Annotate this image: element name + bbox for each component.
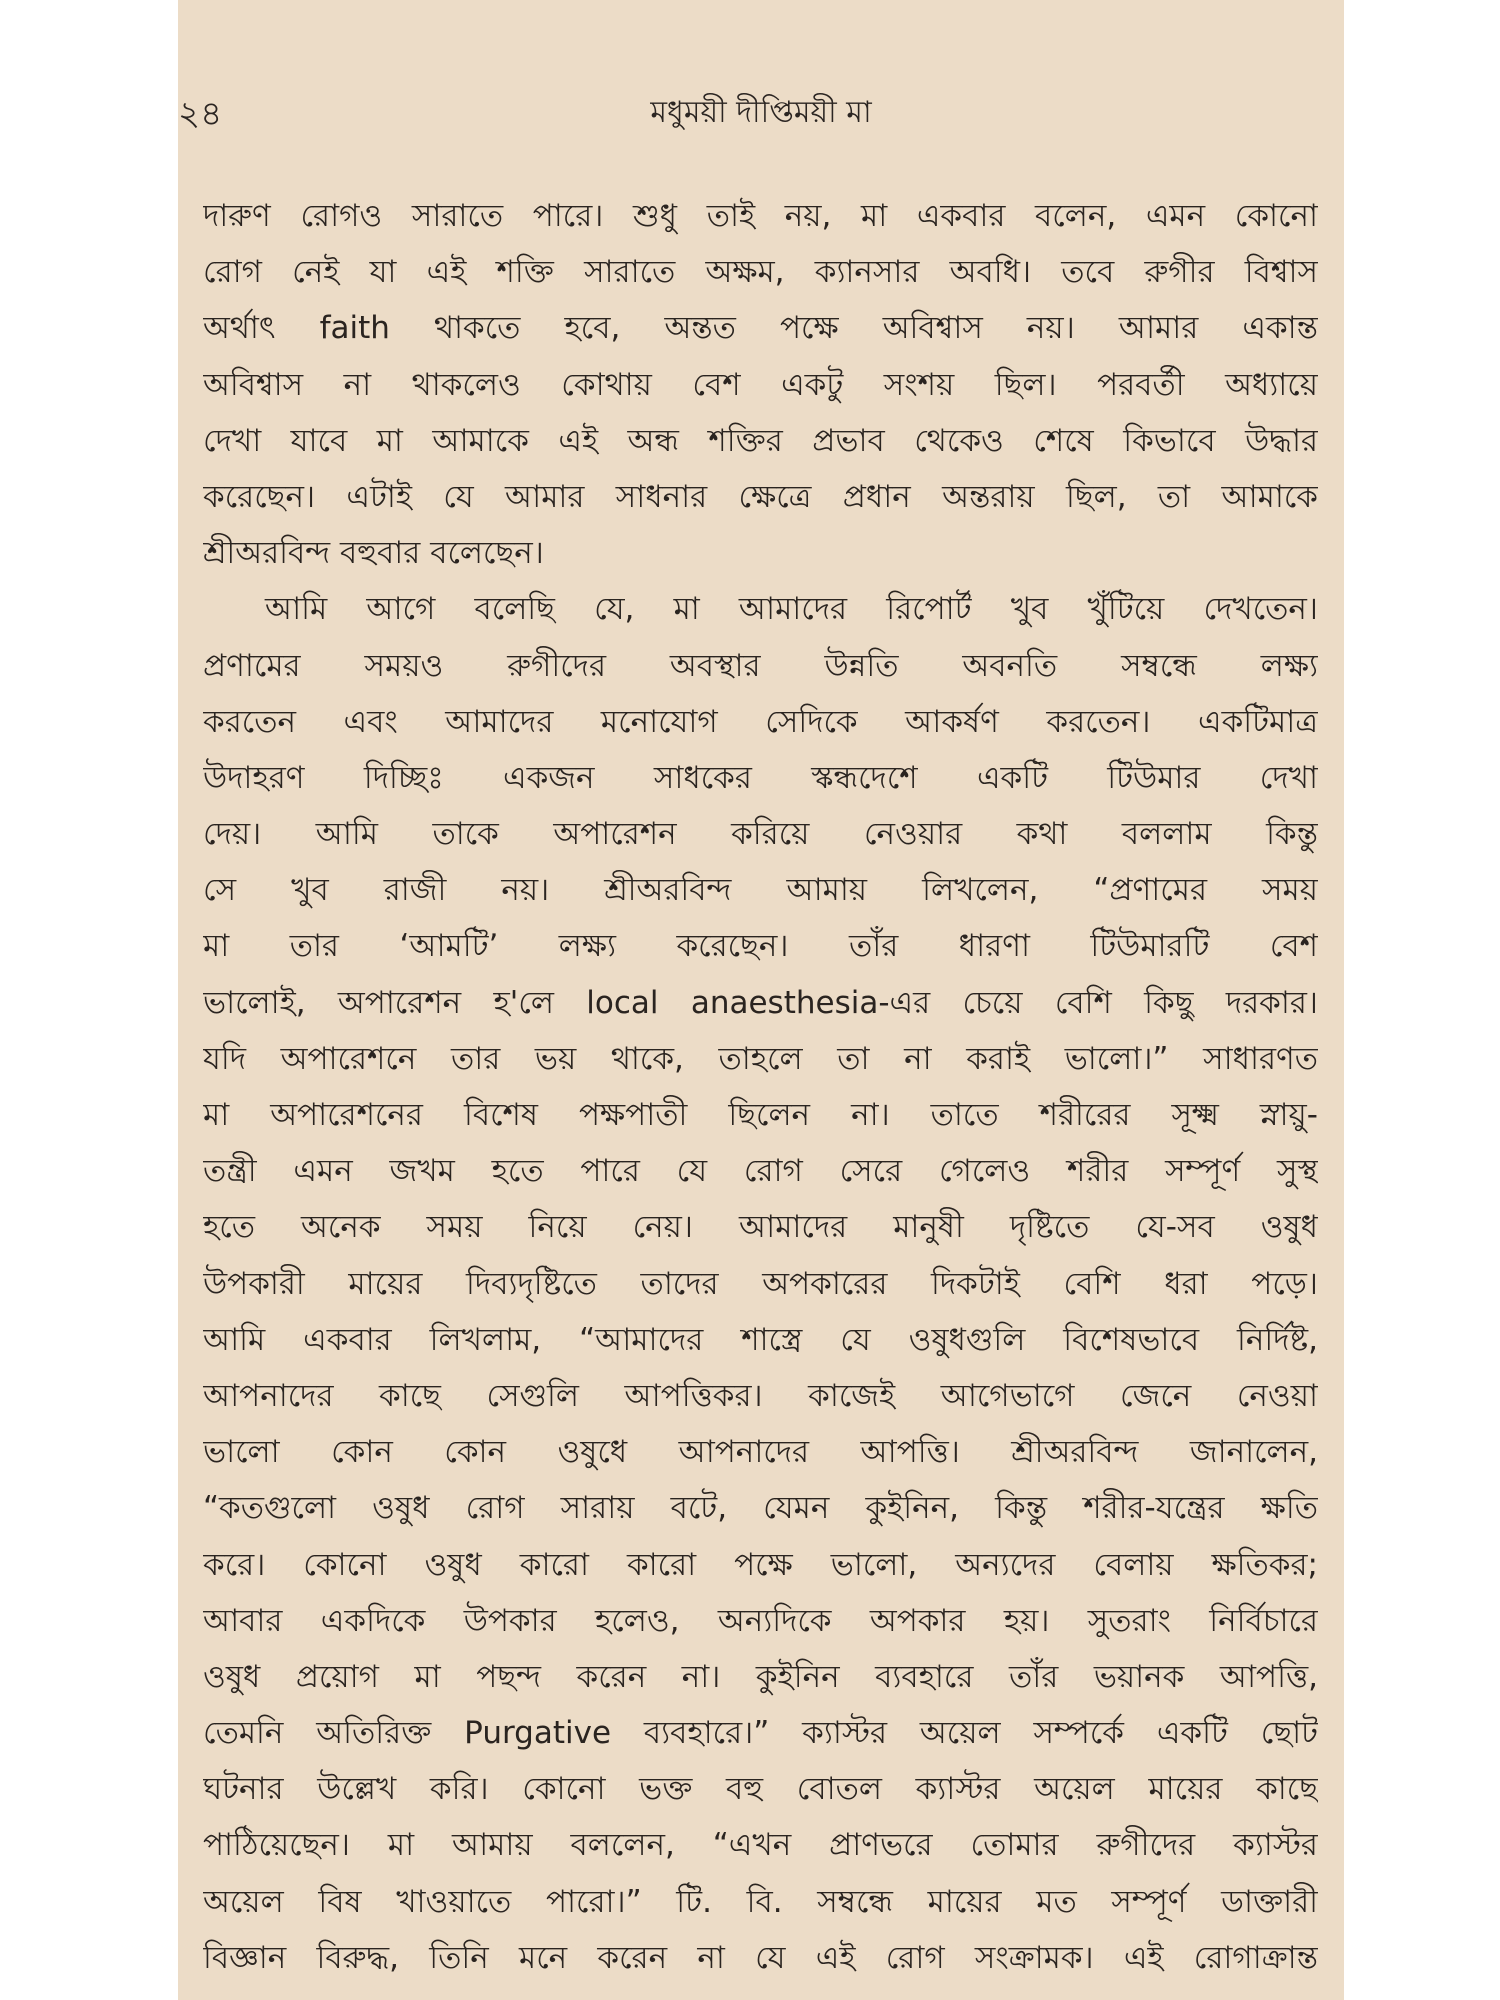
text-line: করেছেন। এটাই যে আমার সাধনার ক্ষেত্রে প্রধান অন্তরায় ছিল, তা আমাকে bbox=[203, 478, 1318, 515]
text-line: ঘটনার উল্লেখ করি। কোনো ভক্ত বহু বোতল ক্যাস্টর অয়েল মায়ের কাছে bbox=[203, 1771, 1318, 1808]
text-line: করতেন এবং আমাদের মনোযোগ সেদিকে আকর্ষণ করতেন। একটিমাত্র bbox=[203, 703, 1318, 740]
text-line: দেখা যাবে মা আমাকে এই অন্ধ শক্তির প্রভাব থেকেও শেষে কিভাবে উদ্ধার bbox=[203, 422, 1318, 459]
text-line: হতে অনেক সময় নিয়ে নেয়। আমাদের মানুষী দৃষ্টিতে যে-সব ওষুধ bbox=[203, 1209, 1318, 1246]
text-line: সে খুব রাজী নয়। শ্রীঅরবিন্দ আমায় লিখলেন, “প্রণামের সময় bbox=[203, 872, 1318, 909]
text-line: রোগ নেই যা এই শক্তি সারাতে অক্ষম, ক্যানসার অবধি। তবে রুগীর বিশ্বাস bbox=[203, 254, 1318, 291]
text-line: যদি অপারেশনে তার ভয় থাকে, তাহলে তা না করাই ভালো।” সাধারণত bbox=[203, 1040, 1318, 1077]
text-line: মা তার ‘আমটি’ লক্ষ্য করেছেন। তাঁর ধারণা টিউমারটি বেশ bbox=[203, 928, 1318, 965]
text-line: দেয়। আমি তাকে অপারেশন করিয়ে নেওয়ার কথা বললাম কিন্তু bbox=[203, 816, 1318, 853]
text-line: তেমনি অতিরিক্ত Purgative ব্যবহারে।” ক্যাস্টর অয়েল সম্পর্কে একটি ছোট bbox=[203, 1715, 1318, 1752]
running-title: মধুময়ী দীপ্তিময়ী মা bbox=[650, 95, 872, 130]
text-line: প্রণামের সময়ও রুগীদের অবস্থার উন্নতি অবনতি সম্বন্ধে লক্ষ্য bbox=[203, 647, 1318, 684]
text-line: উপকারী মায়ের দিব্যদৃষ্টিতে তাদের অপকারের দিকটাই বেশি ধরা পড়ে। bbox=[203, 1265, 1318, 1302]
paragraph-end-line: শ্রীঅরবিন্দ বহুবার বলেছেন। bbox=[203, 535, 544, 572]
page-header bbox=[178, 88, 1344, 140]
text-line: দারুণ রোগও সারাতে পারে। শুধু তাই নয়, মা একবার বলেন, এমন কোনো bbox=[203, 198, 1318, 234]
text-line: পাঠিয়েছেন। মা আমায় বললেন, “এখন প্রাণভরে তোমার রুগীদের ক্যাস্টর bbox=[203, 1827, 1318, 1864]
text-line: আবার একদিকে উপকার হলেও, অন্যদিকে অপকার হয়। সুতরাং নির্বিচারে bbox=[203, 1602, 1318, 1639]
text-line: আপনাদের কাছে সেগুলি আপত্তিকর। কাজেই আগেভাগে জেনে নেওয়া bbox=[203, 1377, 1318, 1414]
text-line: মা অপারেশনের বিশেষ পক্ষপাতী ছিলেন না। তাতে শরীরের সূক্ষ্ম স্নায়ু- bbox=[203, 1097, 1318, 1133]
text-line: অর্থাৎ faith থাকতে হবে, অন্তত পক্ষে অবিশ্বাস নয়। আমার একান্ত bbox=[203, 310, 1318, 347]
text-line: উদাহরণ দিচ্ছিঃ একজন সাধকের স্কন্ধদেশে একটি টিউমার দেখা bbox=[203, 759, 1318, 796]
text-line: আমি একবার লিখলাম, “আমাদের শাস্ত্রে যে ওষুধগুলি বিশেষভাবে নির্দিষ্ট, bbox=[203, 1321, 1318, 1358]
text-line: ভালোই, অপারেশন হ'লে local anaesthesia-এর চেয়ে বেশি কিছু দরকার। bbox=[203, 984, 1318, 1021]
text-line: অবিশ্বাস না থাকলেও কোথায় বেশ একটু সংশয় ছিল। পরবর্তী অধ্যায়ে bbox=[203, 366, 1318, 403]
text-line: “কতগুলো ওষুধ রোগ সারায় বটে, যেমন কুইনিন, কিন্তু শরীর-যন্ত্রের ক্ষতি bbox=[203, 1490, 1318, 1527]
page-number: ২৪ bbox=[178, 94, 223, 134]
paragraph-start-line: আমি আগে বলেছি যে, মা আমাদের রিপোর্ট খুব খুঁটিয়ে দেখতেন। bbox=[265, 591, 1318, 628]
book-page bbox=[178, 0, 1344, 2000]
text-line: বিজ্ঞান বিরুদ্ধ, তিনি মনে করেন না যে এই রোগ সংক্রামক। এই রোগাক্রান্ত bbox=[203, 1939, 1318, 1976]
text-line: ভালো কোন কোন ওষুধে আপনাদের আপত্তি। শ্রীঅরবিন্দ জানালেন, bbox=[203, 1434, 1318, 1471]
text-line: করে। কোনো ওষুধ কারো কারো পক্ষে ভালো, অন্যদের বেলায় ক্ষতিকর; bbox=[203, 1546, 1318, 1583]
text-line: অয়েল বিষ খাওয়াতে পারো।” টি. বি. সম্বন্ধে মায়ের মত সম্পূর্ণ ডাক্তারী bbox=[203, 1883, 1318, 1920]
text-line: তন্ত্রী এমন জখম হতে পারে যে রোগ সেরে গেলেও শরীর সম্পূর্ণ সুস্থ bbox=[203, 1153, 1318, 1190]
body-text bbox=[203, 188, 1318, 1986]
text-line: ওষুধ প্রয়োগ মা পছন্দ করেন না। কুইনিন ব্যবহারে তাঁর ভয়ানক আপত্তি, bbox=[203, 1658, 1318, 1695]
